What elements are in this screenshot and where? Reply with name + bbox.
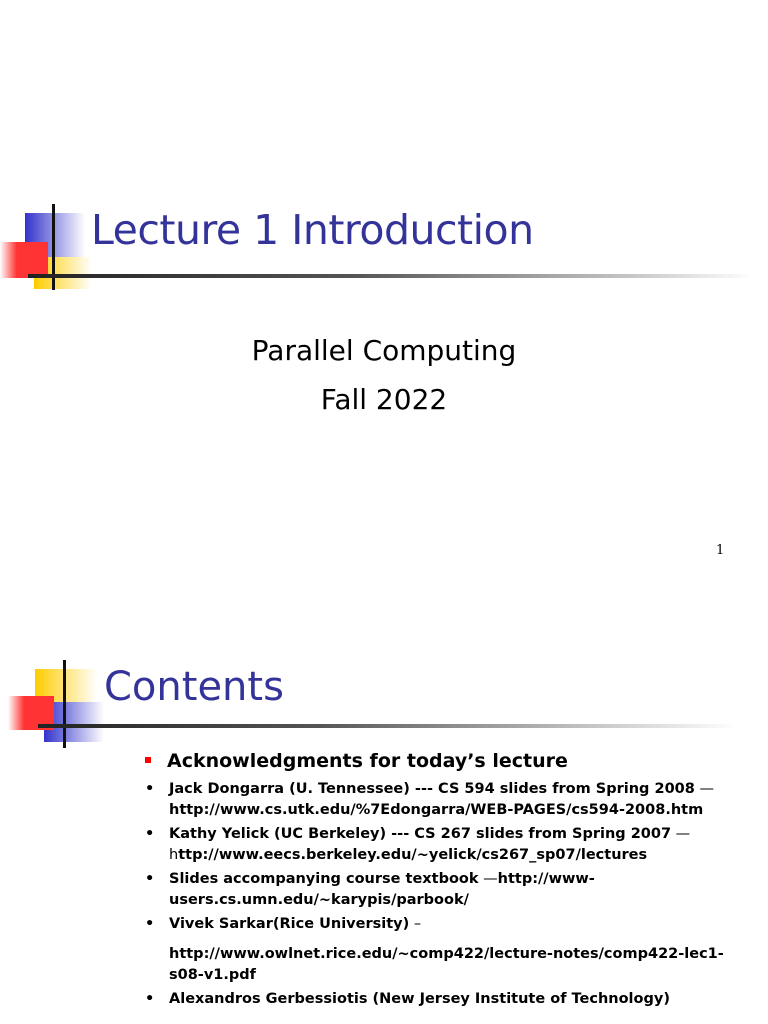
- list-item: [145, 824, 755, 866]
- square-bullet-icon: [145, 757, 151, 763]
- slide-logo-graphic: [0, 200, 100, 295]
- bullet-icon: •: [145, 871, 155, 887]
- acknowledgment-list: [145, 779, 755, 1013]
- heading-text: Acknowledgments for today’s lecture: [167, 750, 568, 772]
- list-item: [145, 869, 755, 911]
- title-underline: [28, 274, 753, 278]
- bullet-icon: •: [145, 916, 155, 932]
- bullet-icon: •: [145, 781, 155, 797]
- item-lead: Jack Dongarra (U. Tennessee) --- CS 594 slides from Spring 2008: [169, 781, 695, 797]
- bullet-icon: •: [145, 826, 155, 842]
- list-item: [145, 779, 755, 821]
- item-lead: Kathy Yelick (UC Berkeley) --- CS 267 slides from Spring 2007: [169, 826, 672, 842]
- title-underline: [38, 724, 738, 728]
- page-number: 1: [716, 543, 725, 558]
- section-heading: [145, 750, 568, 772]
- slide-title: Lecture 1 Introduction: [91, 206, 534, 254]
- slide-title: Contents: [104, 664, 284, 710]
- slide-2: [0, 580, 768, 1024]
- item-dash: —: [478, 871, 498, 887]
- item-lead: Alexandros Gerbessiotis (New Jersey Institute of Technology): [169, 991, 670, 1007]
- bullet-icon: •: [145, 991, 155, 1007]
- item-dash: –: [409, 916, 422, 932]
- item-dash: —: [671, 826, 691, 842]
- item-lead: Vivek Sarkar(Rice University): [169, 916, 410, 932]
- slide-logo-graphic: [8, 660, 112, 750]
- list-item: [145, 989, 755, 1010]
- url-prefix: h: [169, 847, 179, 863]
- item-url[interactable]: http://www.owlnet.rice.edu/~comp422/lecture-notes/comp422-lec1-s08-v1.pdf: [169, 946, 724, 983]
- url-rest: ttp://www.eecs.berkeley.edu/~yelick/cs267_sp07/lectures: [178, 847, 648, 863]
- course-name: Parallel Computing: [251, 334, 517, 367]
- item-url[interactable]: http://www-users.cs.umn.edu/~karypis/parbook/: [169, 871, 595, 908]
- course-term: Fall 2022: [320, 383, 448, 416]
- item-url[interactable]: http://www.cs.utk.edu/%7Edongarra/WEB-PAGES/cs594-2008.htm: [169, 802, 704, 818]
- list-item: [145, 914, 755, 986]
- item-url[interactable]: [169, 847, 647, 863]
- item-lead: Slides accompanying course textbook: [169, 871, 479, 887]
- item-dash: —: [694, 781, 714, 797]
